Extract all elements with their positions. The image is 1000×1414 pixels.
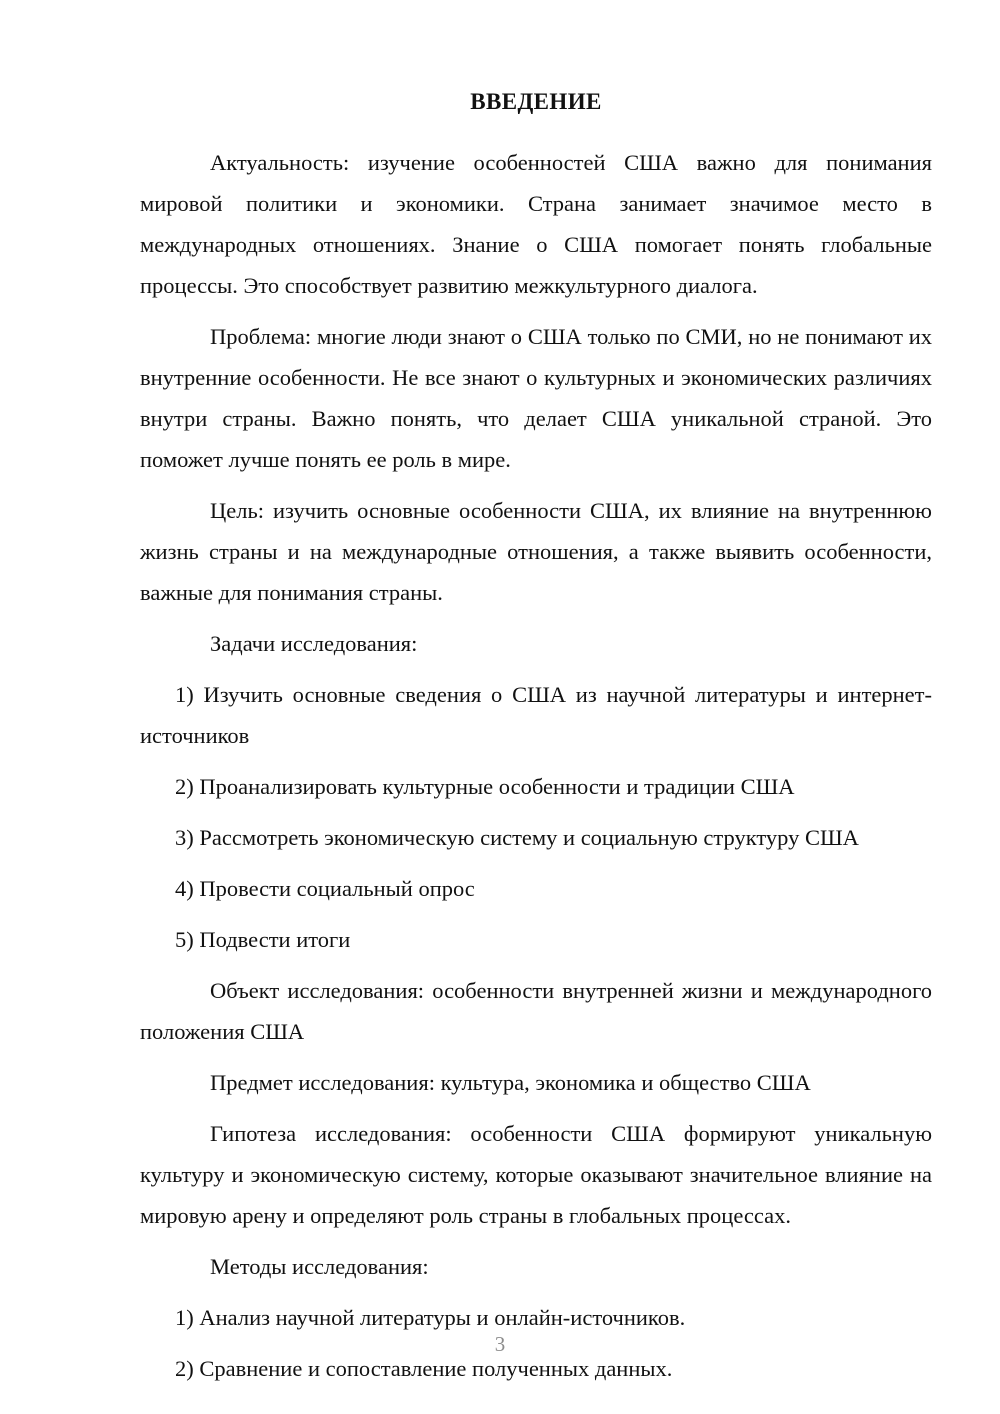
page-title: ВВЕДЕНИЕ xyxy=(470,89,602,114)
list-item: 5) Подвести итоги xyxy=(175,926,351,952)
heading-tasks: Задачи исследования: xyxy=(210,630,418,656)
heading-methods: Методы исследования: xyxy=(210,1253,429,1279)
paragraph-hypothesis: Гипотеза исследования: особенности США формируют уникальную культуру и экономическую систему, которые оказывают значительное влияние на мировую арену и определяют роль страны в глобальных процессах. xyxy=(140,1120,932,1228)
list-item: 4) Провести социальный опрос xyxy=(175,875,475,901)
list-item: 2) Сравнение и сопоставление полученных данных. xyxy=(175,1355,673,1381)
paragraph-relevance: Актуальность: изучение особенностей США важно для понимания мировой политики и экономики. Страна занимает значимое место в международных отношениях. Знание о США помогает понять глобальные процессы. Это способствует развитию межкультурного диалога. xyxy=(140,149,932,298)
paragraph-goal: Цель: изучить основные особенности США, их влияние на внутреннюю жизнь страны и на международные отношения, а также выявить особенности, важные для понимания страны. xyxy=(140,497,932,605)
list-item: 1) Анализ научной литературы и онлайн-источников. xyxy=(175,1304,686,1330)
page-number: 3 xyxy=(494,1332,506,1356)
paragraph-subject: Предмет исследования: культура, экономика и общество США xyxy=(210,1069,811,1095)
paragraph-object: Объект исследования: особенности внутренней жизни и международного положения США xyxy=(140,977,932,1044)
list-item: 1) Изучить основные сведения о США из научной литературы и интернет-источников xyxy=(140,681,932,748)
list-item: 2) Проанализировать культурные особенности и традиции США xyxy=(175,773,795,799)
document-body xyxy=(140,88,932,1399)
list-item: 3) Рассмотреть экономическую систему и социальную структуру США xyxy=(175,824,859,850)
paragraph-problem: Проблема: многие люди знают о США только по СМИ, но не понимают их внутренние особенности. Не все знают о культурных и экономических различиях внутри страны. Важно понять, что делает США уникальной страной. Это поможет лучше понять ее роль в мире. xyxy=(140,323,932,472)
